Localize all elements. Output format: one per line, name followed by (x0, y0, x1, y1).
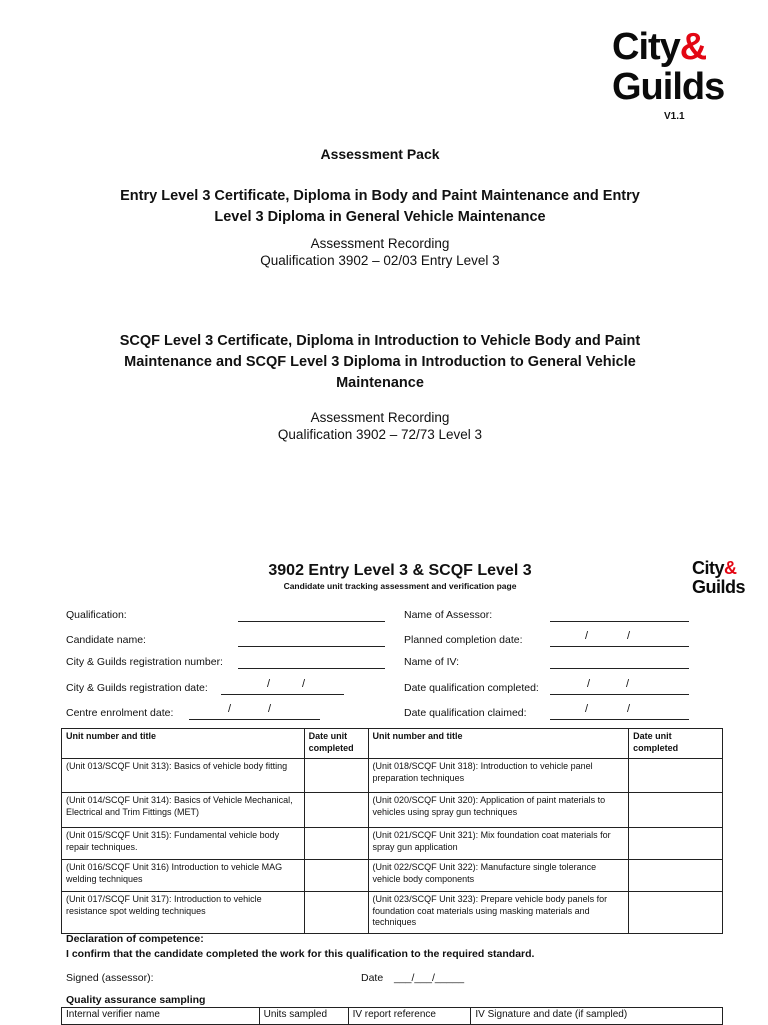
small-logo-text-guilds: Guilds (692, 577, 746, 597)
iv-name-label: Name of IV: (404, 656, 460, 668)
block2-title-line3: Maintenance (336, 375, 424, 391)
planned-completion-label: Planned completion date: (404, 634, 523, 646)
assessor-name-field[interactable] (550, 621, 689, 622)
table-row (62, 759, 723, 793)
enrolment-date-label: Centre enrolment date: (66, 707, 174, 719)
enrolment-date-slash-1: / (228, 703, 232, 715)
logo-text-city: City (612, 26, 680, 68)
unit-cell: (Unit 014/SCQF Unit 314): Basics of Vehicle Mechanical, Electrical and Trim Fittings (MET) (62, 793, 305, 828)
table-row (62, 892, 723, 934)
block2-title-line2: Maintenance and SCQF Level 3 Diploma in Introduction to General Vehicle (124, 354, 636, 370)
unit-cell: (Unit 013/SCQF Unit 313): Basics of vehicle body fitting (62, 759, 305, 793)
block1-title-line1: Entry Level 3 Certificate, Diploma in Body and Paint Maintenance and Entry (120, 188, 640, 204)
signed-assessor-label: Signed (assessor): (66, 972, 154, 984)
city-and-guilds-logo (612, 26, 740, 108)
form-subtitle: Candidate unit tracking assessment and verification page (283, 581, 517, 591)
date-completed-slash-1: / (587, 678, 591, 690)
enrolment-date-field[interactable] (189, 719, 320, 720)
date-claimed-field[interactable] (550, 719, 689, 720)
date-cell[interactable] (629, 828, 723, 860)
version-label: V1.1 (664, 111, 685, 122)
assessor-name-label: Name of Assessor: (404, 609, 493, 621)
small-logo-ampersand: & (724, 558, 737, 578)
date-cell[interactable] (304, 892, 368, 934)
qualification-label: Qualification: (66, 609, 127, 621)
qa-heading: Quality assurance sampling (66, 994, 206, 1006)
pack-title: Assessment Pack (320, 146, 440, 162)
declaration-statement: I confirm that the candidate completed the work for this qualification to the required standard. (66, 948, 535, 960)
logo-text-guilds: Guilds (612, 66, 725, 108)
candidate-name-label: Candidate name: (66, 634, 146, 646)
header-date-right: Date unit completed (629, 729, 723, 759)
unit-cell: (Unit 020/SCQF Unit 320): Application of paint materials to vehicles using spray gun techniques (368, 793, 629, 828)
date-cell[interactable] (629, 793, 723, 828)
header-unit-title-left: Unit number and title (62, 729, 305, 759)
block1-qualification: Qualification 3902 – 02/03 Entry Level 3 (260, 253, 500, 268)
date-completed-slash-2: / (626, 678, 630, 690)
units-table-header (62, 729, 723, 759)
planned-completion-field[interactable] (550, 646, 689, 647)
date-cell[interactable] (629, 860, 723, 892)
registration-date-slash-1: / (267, 678, 271, 690)
qualification-field[interactable] (238, 621, 385, 622)
small-logo-text-city: City (692, 558, 725, 578)
date-claimed-slash-1: / (585, 703, 589, 715)
logo-ampersand: & (679, 26, 707, 68)
registration-date-field[interactable] (221, 694, 344, 695)
date-label: Date (361, 972, 384, 984)
block2-qualification: Qualification 3902 – 72/73 Level 3 (277, 427, 483, 442)
declaration-heading: Declaration of competence: (66, 933, 204, 945)
block1-title-line2: Level 3 Diploma in General Vehicle Maintenance (214, 209, 546, 225)
unit-cell: (Unit 017/SCQF Unit 317): Introduction to vehicle resistance spot welding techniques (62, 892, 305, 934)
date-cell[interactable] (629, 759, 723, 793)
date-cell[interactable] (304, 828, 368, 860)
date-completed-field[interactable] (550, 694, 689, 695)
date-completed-label: Date qualification completed: (404, 682, 539, 694)
qa-col-iv-signature: IV Signature and date (if sampled) (471, 1008, 723, 1025)
units-table (61, 728, 723, 934)
registration-number-label: City & Guilds registration number: (66, 656, 223, 668)
date-claimed-label: Date qualification claimed: (404, 707, 527, 719)
unit-cell: (Unit 023/SCQF Unit 323): Prepare vehicle body panels for foundation coat materials using masking materials and techniques (368, 892, 629, 934)
table-row (62, 793, 723, 828)
header-date-left: Date unit completed (304, 729, 368, 759)
date-cell[interactable] (629, 892, 723, 934)
planned-completion-slash-2: / (627, 630, 631, 642)
planned-completion-slash-1: / (585, 630, 589, 642)
qa-col-units-sampled: Units sampled (259, 1008, 348, 1025)
unit-cell: (Unit 015/SCQF Unit 315): Fundamental vehicle body repair techniques. (62, 828, 305, 860)
date-blank-field[interactable]: ___/___/_____ (394, 972, 465, 984)
table-row (62, 828, 723, 860)
unit-cell: (Unit 018/SCQF Unit 318): Introduction to vehicle panel preparation techniques (368, 759, 629, 793)
block2-title-line1: SCQF Level 3 Certificate, Diploma in Introduction to Vehicle Body and Paint (119, 333, 641, 349)
registration-date-slash-2: / (302, 678, 306, 690)
block2-recording: Assessment Recording (310, 410, 450, 425)
date-cell[interactable] (304, 759, 368, 793)
qa-header-row (62, 1008, 723, 1025)
unit-cell: (Unit 016/SCQF Unit 316) Introduction to vehicle MAG welding techniques (62, 860, 305, 892)
qa-col-iv-name: Internal verifier name (62, 1008, 260, 1025)
date-cell[interactable] (304, 793, 368, 828)
qa-col-iv-report: IV report reference (348, 1008, 471, 1025)
candidate-name-field[interactable] (238, 646, 385, 647)
enrolment-date-slash-2: / (268, 703, 272, 715)
qa-table (61, 1007, 723, 1025)
block1-recording: Assessment Recording (310, 236, 450, 251)
date-claimed-slash-2: / (627, 703, 631, 715)
city-and-guilds-small-logo (692, 559, 752, 599)
unit-cell: (Unit 021/SCQF Unit 321): Mix foundation coat materials for spray gun application (368, 828, 629, 860)
table-row (62, 860, 723, 892)
registration-number-field[interactable] (238, 668, 385, 669)
registration-date-label: City & Guilds registration date: (66, 682, 208, 694)
date-cell[interactable] (304, 860, 368, 892)
unit-cell: (Unit 022/SCQF Unit 322): Manufacture single tolerance vehicle body components (368, 860, 629, 892)
iv-name-field[interactable] (550, 668, 689, 669)
form-title: 3902 Entry Level 3 & SCQF Level 3 (268, 562, 532, 579)
header-unit-title-right: Unit number and title (368, 729, 629, 759)
